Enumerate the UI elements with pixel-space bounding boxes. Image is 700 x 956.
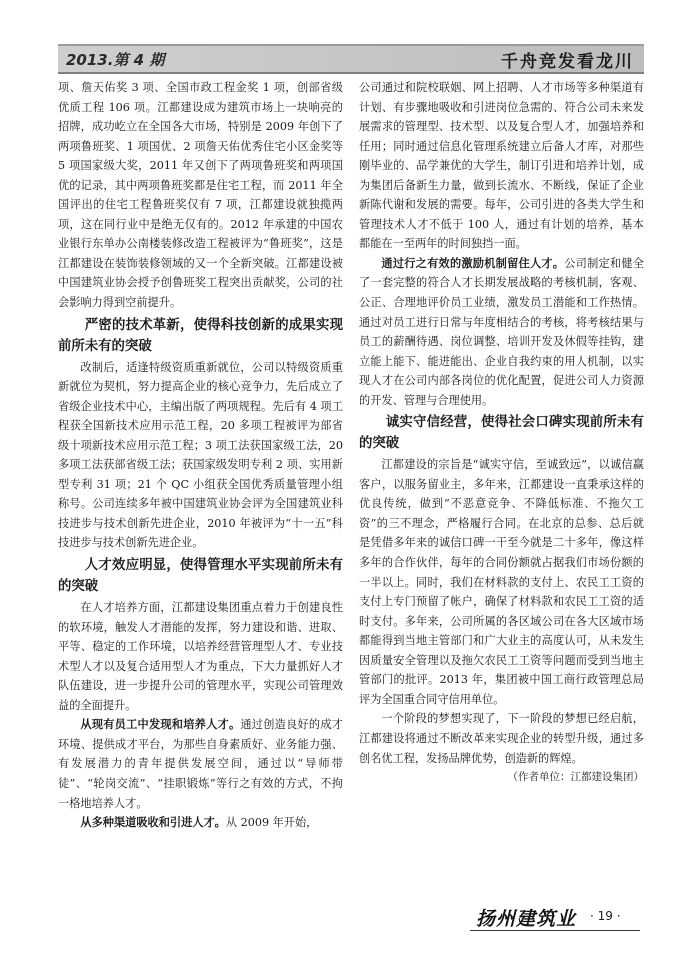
column-title: 千舟竞发看龙川 — [501, 52, 634, 72]
paragraph: 一个阶段的梦想实现了，下一阶段的梦想已经启航，江都建设将通过不断改革来实现企业的转型升级，通过多创名优工程，发扬品牌优势，创造新的辉煌。 — [359, 712, 644, 765]
magazine-logo: 扬州建筑业 — [476, 908, 577, 930]
running-header — [58, 44, 644, 74]
paragraph-body: 公司制定和健全了一套完整的符合人才长期发展战略的考核机制，客观、公正、合理地评价员工业绩，激发员工潜能和工作热情。通过对员工进行日常与年度相结合的考核，将考核结果与员工的薪酬待遇、岗位调整、培训开发及休假等挂钩，建立能上能下、能进能出、企业自我约束的用人机制，以实现人才在公司内部各岗位的优化配置，促进公司人力资源的开发、管理与合理使用。 — [359, 256, 644, 407]
paragraph-body: 通过创造良好的成才环境、提供成才平台，为那些自身素质好、业务能力强、有发展潜力的青年提供发展空间，通过以“导师带徒”、“轮岗交流”、“挂职锻炼”等行之有效的方式，不拘一格地培养人才。 — [58, 718, 343, 810]
left-column — [58, 78, 343, 833]
paragraph: 江都建设的宗旨是“诚实守信，至诚致远”，以诚信赢客户，以服务留业主，多年来，江都建设一直秉承这样的优良传统，做到“不恶意竞争、不降低标准、不拖欠工资”的三不理念，严格履行合同。在北京的总参、总后就是凭借多年来的诚信口碑一干至今就是二十多年，像这样多年的合作伙伴，每年的合同份额就占据我们市场份额的一半以上。同时，我们在材料款的支付上、农民工工资的支付上专门预留了帐户，确保了材料款和农民工工资的适时支付。多年来，公司所属的各区域公司在各大区域市场都能得到当地主管部门和广大业主的高度认可，从未发生因质量安全管理以及拖欠农民工工资等问题而受到当地主管部门的批评。2013 年，集团被中国工商行政管理总局评为全国重合同守信用单位。 — [359, 458, 644, 706]
section-heading: 诚实守信经营，使得社会口碑实现前所未有的突破 — [359, 415, 644, 452]
issue-number: 2013.第 4 期 — [66, 51, 165, 69]
paragraph — [58, 715, 343, 813]
paragraph: 公司通过和院校联姻、网上招聘、人才市场等多种渠道有计划、有步骤地吸收和引进岗位急需的、符合公司未来发展需求的管理型、技术型、以及复合型人才，加强培养和任用；同时通过信息化管理系统建立后备人才库，对那些刚毕业的、品学兼优的大学生，制订引进和培养计划，成为集团后备新生力量，做到长流水、不断线，保证了企业新陈代谢和发展的需要。每年，公司引进的各类大学生和管理技术人才不低于 100 人，通过有计划的培养，基本都能在一至两年的时间独挡一面。 — [359, 81, 644, 251]
paragraph: 项、詹天佑奖 3 项、全国市政工程金奖 1 项，创部省级优质工程 106 项。江都建设成为建筑市场上一块响亮的招牌，成功屹立在全国各大市场，特别是 2009 年创下了两项鲁班奖、1 项国优、2 项詹天佑优秀住宅小区金奖等 5 项国家级大奖，2011 年又创下了两项鲁班奖和两项国优的记录，其中两项鲁班奖都是住宅工程，而 2011 年全国评出的住宅工程鲁班奖仅有 7 项，江都建设就独揽两项，这在同行业中是绝无仅有的。2012 年承建的中国农业银行东单办公南楼装修改造工程被评为“鲁班奖”，这是江都建设在装饰装修领域的又一个全新突破。江都建设被中国建筑业协会授予创鲁班奖工程突出贡献奖，公司的社会影响力得到空前提升。 — [58, 81, 343, 310]
page-number: · 19 · — [590, 909, 621, 923]
paragraph: 在人才培养方面，江都建设集团重点着力于创建良性的软环境，触发人才潜能的发挥，努力建设和谐、进取、平等、稳定的工作环境，以培养经营管理型人才、专业技术型人才以及复合适用型人才为重点，下大力量抓好人才队伍建设，进一步提升公司的管理水平，实现公司管理效益的全面提升。 — [58, 601, 343, 712]
paragraph — [359, 254, 644, 410]
paragraph-lead: 从多种渠道吸收和引进人才。 — [80, 816, 226, 830]
paragraph — [58, 813, 343, 833]
paragraph: 改制后，适逢特级资质重新就位，公司以特级资质重新就位为契机，努力提高企业的核心竞争力，先后成立了省级企业技术中心，主编出版了两项规程。先后有 4 项工程获全国新技术应用示范工程，20 多项工程被评为部省级十项新技术应用示范工程；3 项工法获国家级工法，20 多项工法获部省级工法；获国家级发明专利 2 项、实用新型专利 31 项；21 个 QC 小组获全国优秀质量管理小组称号。公司连续多年被中国建筑业协会评为全国建筑业科技进步与技术创新先进企业，2010 年被评为“十一五”科技进步与技术创新先进企业。 — [58, 360, 343, 550]
paragraph-body: 从 2009 年开始， — [225, 816, 318, 830]
paragraph-lead: 从现有员工中发现和培养人才。 — [80, 718, 241, 732]
author-byline: （作者单位：江都建设集团） — [507, 771, 644, 784]
right-column — [359, 78, 644, 788]
paragraph-lead: 通过行之有效的激励机制留住人才。 — [381, 256, 565, 270]
section-heading: 人才效应明显，使得管理水平实现前所未有的突破 — [58, 558, 343, 595]
footer-rule — [470, 930, 640, 931]
section-heading: 严密的技术革新，使得科技创新的成果实现前所未有的突破 — [58, 317, 343, 354]
